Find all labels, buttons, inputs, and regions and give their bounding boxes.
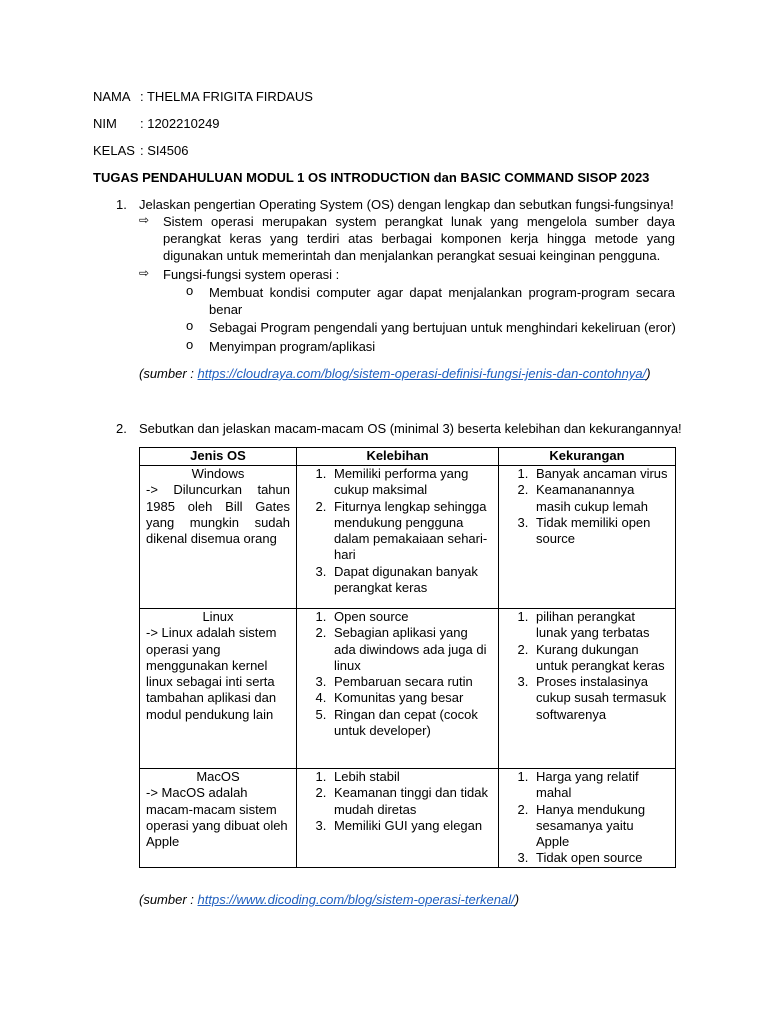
header-jenis-os: Jenis OS — [140, 448, 297, 466]
list-item: 2. Keamananannya masih cukup lemah — [532, 482, 669, 515]
list-item: 3. Tidak memiliki open source — [532, 515, 669, 548]
list-item: 3. Tidak open source — [532, 850, 669, 866]
header-kekurangan: Kekurangan — [499, 448, 676, 466]
list-item: 1. Lebih stabil — [330, 769, 492, 785]
list-item: 2. Fiturnya lengkap sehingga mendukung pengguna dalam pemakaiaan sehari-hari — [330, 499, 492, 564]
q1-definition: Sistem operasi merupakan system perangkat lunak yang mengelola sumber daya perangkat keras yang terdiri atas berbagai komponen kerja hingga metode yang digunakan untuk memerintah dan menjalankan perangkat sesuai keinginan pengguna. — [163, 214, 675, 263]
os-comparison-table — [139, 447, 676, 868]
q1-functions-heading: Fungsi-fungsi system operasi : — [163, 267, 340, 282]
list-item: 2. Sebagian aplikasi yang ada diwindows ada juga di linux — [330, 625, 492, 674]
kelebihan-cell — [297, 769, 499, 868]
kelas-line — [93, 142, 188, 159]
q1-number: 1. — [116, 197, 127, 212]
os-name: Windows — [191, 466, 245, 481]
list-item: 5. Ringan dan cepat (cocok untuk developer) — [330, 707, 492, 740]
list-item: 3. Proses instalasinya cukup susah termasuk softwarenya — [532, 674, 669, 723]
list-item: 1. pilihan perangkat lunak yang terbatas — [532, 609, 669, 642]
list-item: 2. Hanya mendukung sesamanya yaitu Apple — [532, 802, 669, 851]
table-row — [140, 466, 676, 609]
table-row — [140, 609, 676, 769]
kekurangan-list — [505, 609, 669, 723]
kekurangan-cell — [499, 466, 676, 609]
nim-label: NIM — [93, 116, 117, 131]
list-item: 3. Pembaruan secara rutin — [330, 674, 492, 690]
os-cell — [140, 609, 297, 769]
q1-function-item: Membuat kondisi computer agar dapat menjalankan program-program secara benar — [209, 285, 675, 317]
kelebihan-cell — [297, 609, 499, 769]
kelebihan-cell — [297, 466, 499, 609]
nama-value: : THELMA FRIGITA FIRDAUS — [140, 89, 313, 104]
list-item: 3. Memiliki GUI yang elegan — [330, 818, 492, 834]
table-header-row — [140, 448, 676, 466]
list-item: 3. Dapat digunakan banyak perangkat keras — [330, 564, 492, 597]
arrow-icon: ⇨ — [139, 213, 150, 227]
list-item: 1. Banyak ancaman virus — [532, 466, 669, 482]
nama-label: NAMA — [93, 89, 131, 104]
kelas-value: : SI4506 — [140, 143, 189, 158]
kekurangan-list — [505, 466, 669, 547]
os-name: MacOS — [196, 769, 240, 784]
source-prefix: (sumber : — [139, 366, 198, 381]
header-kelebihan: Kelebihan — [297, 448, 499, 466]
q2-question: Sebutkan dan jelaskan macam-macam OS (minimal 3) beserta kelebihan dan kekurangannya! — [139, 421, 682, 436]
kekurangan-cell — [499, 769, 676, 868]
list-item: 2. Keamanan tinggi dan tidak mudah diretas — [330, 785, 492, 818]
page-title: TUGAS PENDAHULUAN MODUL 1 OS INTRODUCTION dan BASIC COMMAND SISOP 2023 — [93, 170, 650, 185]
bullet-icon: o — [186, 283, 194, 298]
q1-source — [139, 365, 651, 382]
nama-line — [93, 88, 313, 105]
q1-question: Jelaskan pengertian Operating System (OS) dengan lengkap dan sebutkan fungsi-fungsinya! — [139, 197, 674, 212]
kekurangan-cell — [499, 609, 676, 769]
source-link[interactable]: https://cloudraya.com/blog/sistem-operasi-definisi-fungsi-jenis-dan-contohnya/ — [197, 366, 647, 381]
os-description: -> MacOS adalah macam-macam sistem operasi yang dibuat oleh Apple — [146, 785, 288, 850]
q2-number: 2. — [116, 421, 127, 436]
list-item: 1. Open source — [330, 609, 492, 625]
kekurangan-list — [505, 769, 669, 867]
os-description: -> Diluncurkan tahun 1985 oleh Bill Gates yang mungkin sudah dikenal disemua orang — [146, 482, 290, 547]
q2-source — [139, 891, 519, 908]
kelebihan-list — [303, 466, 492, 596]
list-item: 2. Kurang dukungan untuk perangkat keras — [532, 642, 669, 675]
bullet-icon: o — [186, 318, 194, 333]
arrow-icon: ⇨ — [139, 266, 150, 280]
kelebihan-list — [303, 769, 492, 834]
list-item: 1. Harga yang relatif mahal — [532, 769, 669, 802]
os-description: -> Linux adalah sistem operasi yang menggunakan kernel linux sebagai inti serta tambahan aplikasi dan modul pendukung lain — [146, 625, 277, 722]
source-suffix: ) — [646, 366, 651, 381]
nim-line — [93, 115, 220, 132]
kelas-label: KELAS — [93, 143, 135, 158]
os-cell — [140, 466, 297, 609]
os-name: Linux — [202, 609, 234, 624]
source-suffix: ) — [514, 892, 520, 907]
q1-function-item: Sebagai Program pengendali yang bertujuan untuk menghindari kekeliruan (eror) — [209, 320, 676, 335]
source-prefix: (sumber : — [139, 892, 198, 907]
bullet-icon: o — [186, 337, 194, 352]
list-item: 1. Memiliki performa yang cukup maksimal — [330, 466, 492, 499]
nim-value: : 1202210249 — [140, 116, 220, 131]
q1-function-item: Menyimpan program/aplikasi — [209, 339, 376, 354]
source-link[interactable]: https://www.dicoding.com/blog/sistem-operasi-terkenal/ — [197, 892, 515, 907]
table-row — [140, 769, 676, 868]
list-item: 4. Komunitas yang besar — [330, 690, 492, 706]
kelebihan-list — [303, 609, 492, 739]
os-cell — [140, 769, 297, 868]
